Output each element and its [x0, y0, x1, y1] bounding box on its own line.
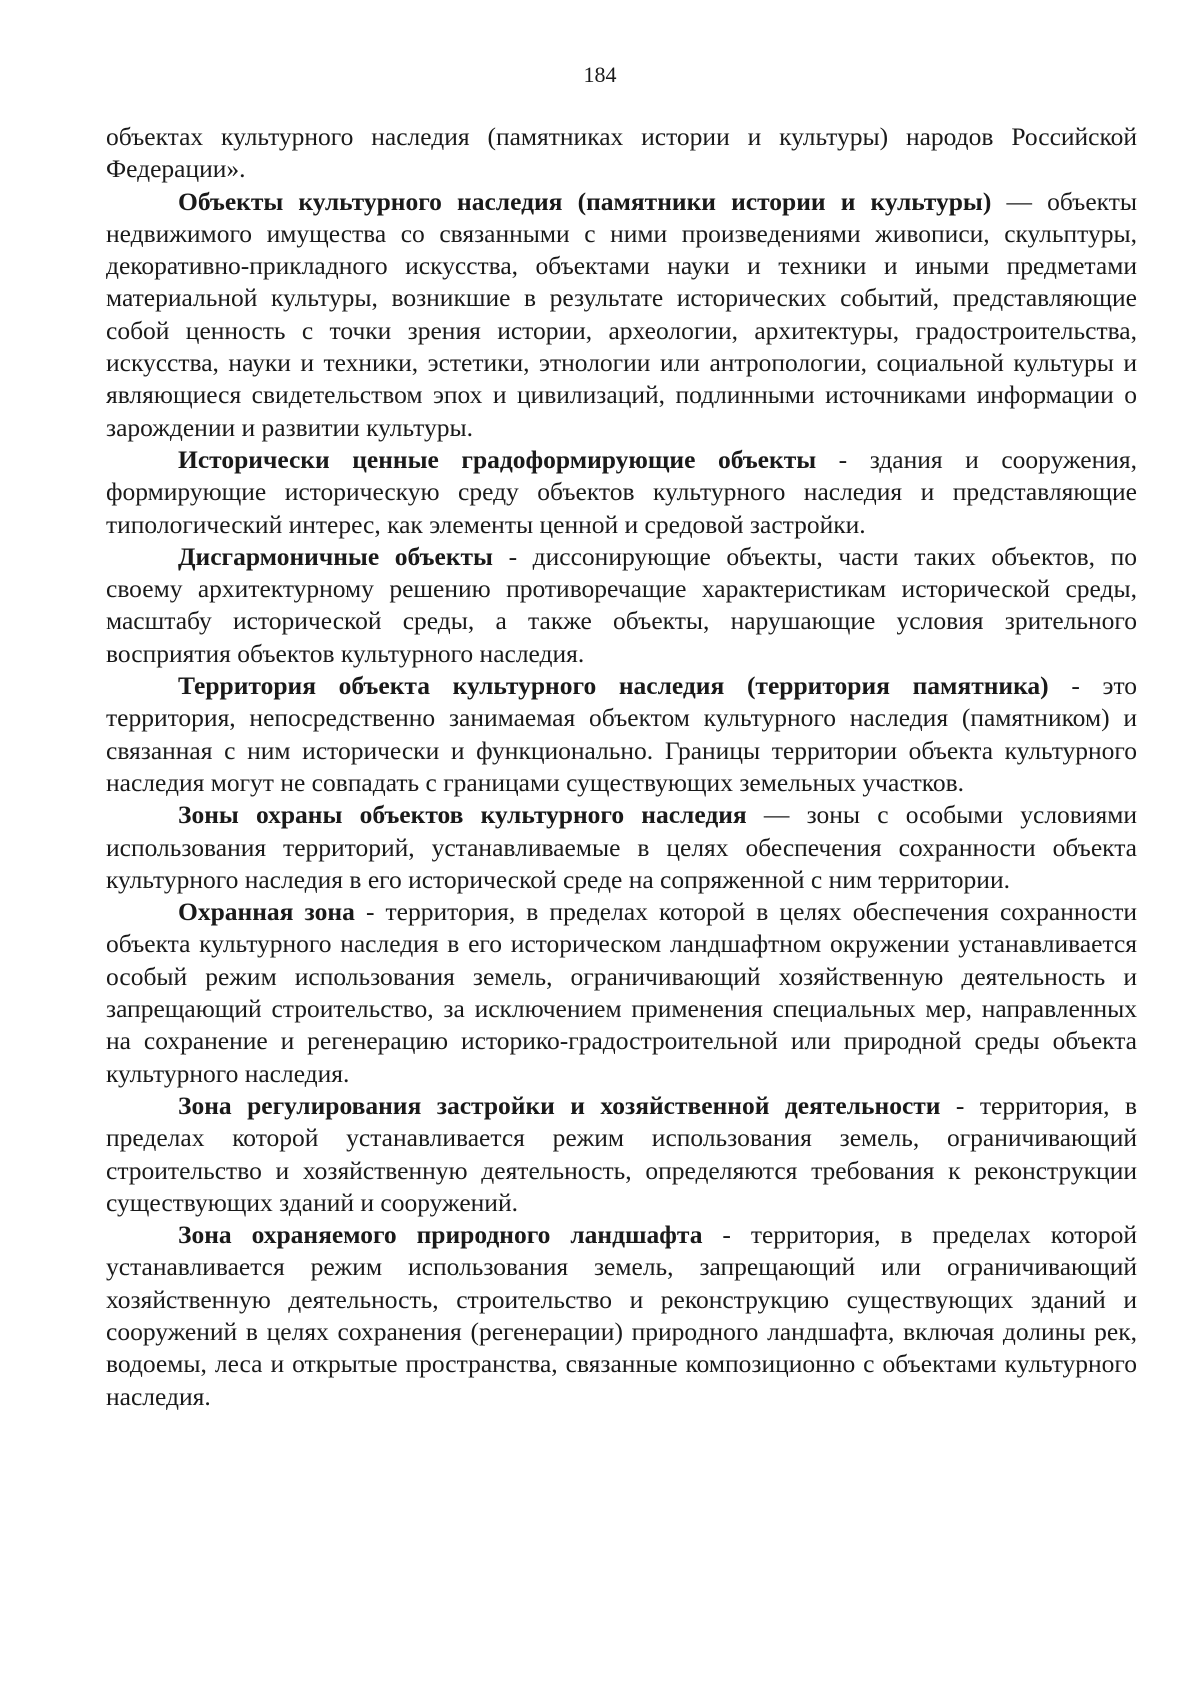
- paragraph-text: объектах культурного наследия (памятниках истории и культуры) народов Российской Федерации».: [106, 122, 1137, 184]
- paragraph-continuation: [106, 121, 1137, 186]
- term-label: Зоны охраны объектов культурного наследия: [178, 800, 747, 830]
- definition-cultural-heritage-objects: [106, 186, 1137, 444]
- document-body: [106, 121, 1137, 1413]
- definition-landscape-zone: [106, 1219, 1137, 1413]
- definition-security-zone: [106, 896, 1137, 1090]
- definition-text: - здания и сооружения, формирующие историческую среду объектов культурного наследия и представляющие типологический интерес, как элементы ценной и средовой застройки.: [106, 444, 1138, 539]
- definition-text: — объекты недвижимого имущества со связанными с ними произведениями живописи, скульптуры, декоративно-прикладного искусства, объектами науки и техники и иными предметами материальной культуры, возникшие в результате исторических событий, представляющие собой ценность с точки зрения истории, археологии, архитектуры, градостроительства, искусства, науки и техники, эстетики, этнологии или антропологии, социальной культуры и являющиеся свидетельством эпох и цивилизаций, подлинными источниками информации о зарождении и развитии культуры.: [106, 186, 1137, 442]
- term-label: Исторически ценные градоформирующие объекты: [178, 444, 817, 474]
- definition-text: - территория, в пределах которой устанавливается режим использования земель, запрещающий или ограничивающий хозяйственную деятельность, строительство и реконструкцию существующих зданий и сооружений в целях сохранения (регенерации) природного ландшафта, включая долины рек, водоемы, леса и открытые пространства, связанные композиционно с объектами культурного наследия.: [106, 1220, 1137, 1411]
- definition-text: - диссонирующие объекты, части таких объектов, по своему архитектурному решению противоречащие характеристикам исторической среды, масштабу исторической среды, а также объекты, нарушающие условия зрительного восприятия объектов культурного наследия.: [106, 541, 1138, 668]
- term-label: Зона регулирования застройки и хозяйственной деятельности: [178, 1090, 941, 1120]
- definition-text: — зоны с особыми условиями использования территорий, устанавливаемые в целях обеспечения сохранности объекта культурного наследия в его исторической среде на сопряженной с ним территории.: [106, 800, 1137, 894]
- term-label: Дисгармоничные объекты: [178, 541, 493, 571]
- definition-protection-zones: [106, 799, 1137, 896]
- term-label: Охранная зона: [178, 897, 355, 927]
- term-label: Зона охраняемого природного ландшафта: [178, 1220, 703, 1250]
- definition-text: - территория, в пределах которой устанавливается режим использования земель, ограничивающий строительство и хозяйственную деятельность, определяются требования к реконструкции существующих зданий и сооружений.: [106, 1090, 1137, 1217]
- definition-text: - это территория, непосредственно занимаемая объектом культурного наследия (памятником) и связанная с ним исторически и функционально. Границы территории объекта культурного наследия могут не совпадать с границами существующих земельных участков.: [106, 671, 1137, 797]
- term-label: Объекты культурного наследия (памятники истории и культуры): [178, 186, 992, 216]
- definition-text: - территория, в пределах которой в целях обеспечения сохранности объекта культурного наследия в его историческом ландшафтном окружении устанавливается особый режим использования земель, ограничивающий хозяйственную деятельность и запрещающий строительство, за исключением применения специальных мер, направленных на сохранение и регенерацию историко-градостроительной или природной среды объекта культурного наследия.: [106, 897, 1137, 1088]
- page-number: 184: [583, 62, 617, 87]
- term-label: Территория объекта культурного наследия (территория памятника): [178, 671, 1049, 701]
- definition-heritage-territory: [106, 670, 1137, 799]
- definition-development-regulation-zone: [106, 1090, 1137, 1219]
- definition-disharmonious-objects: [106, 541, 1137, 670]
- definition-historically-valuable-objects: [106, 444, 1137, 541]
